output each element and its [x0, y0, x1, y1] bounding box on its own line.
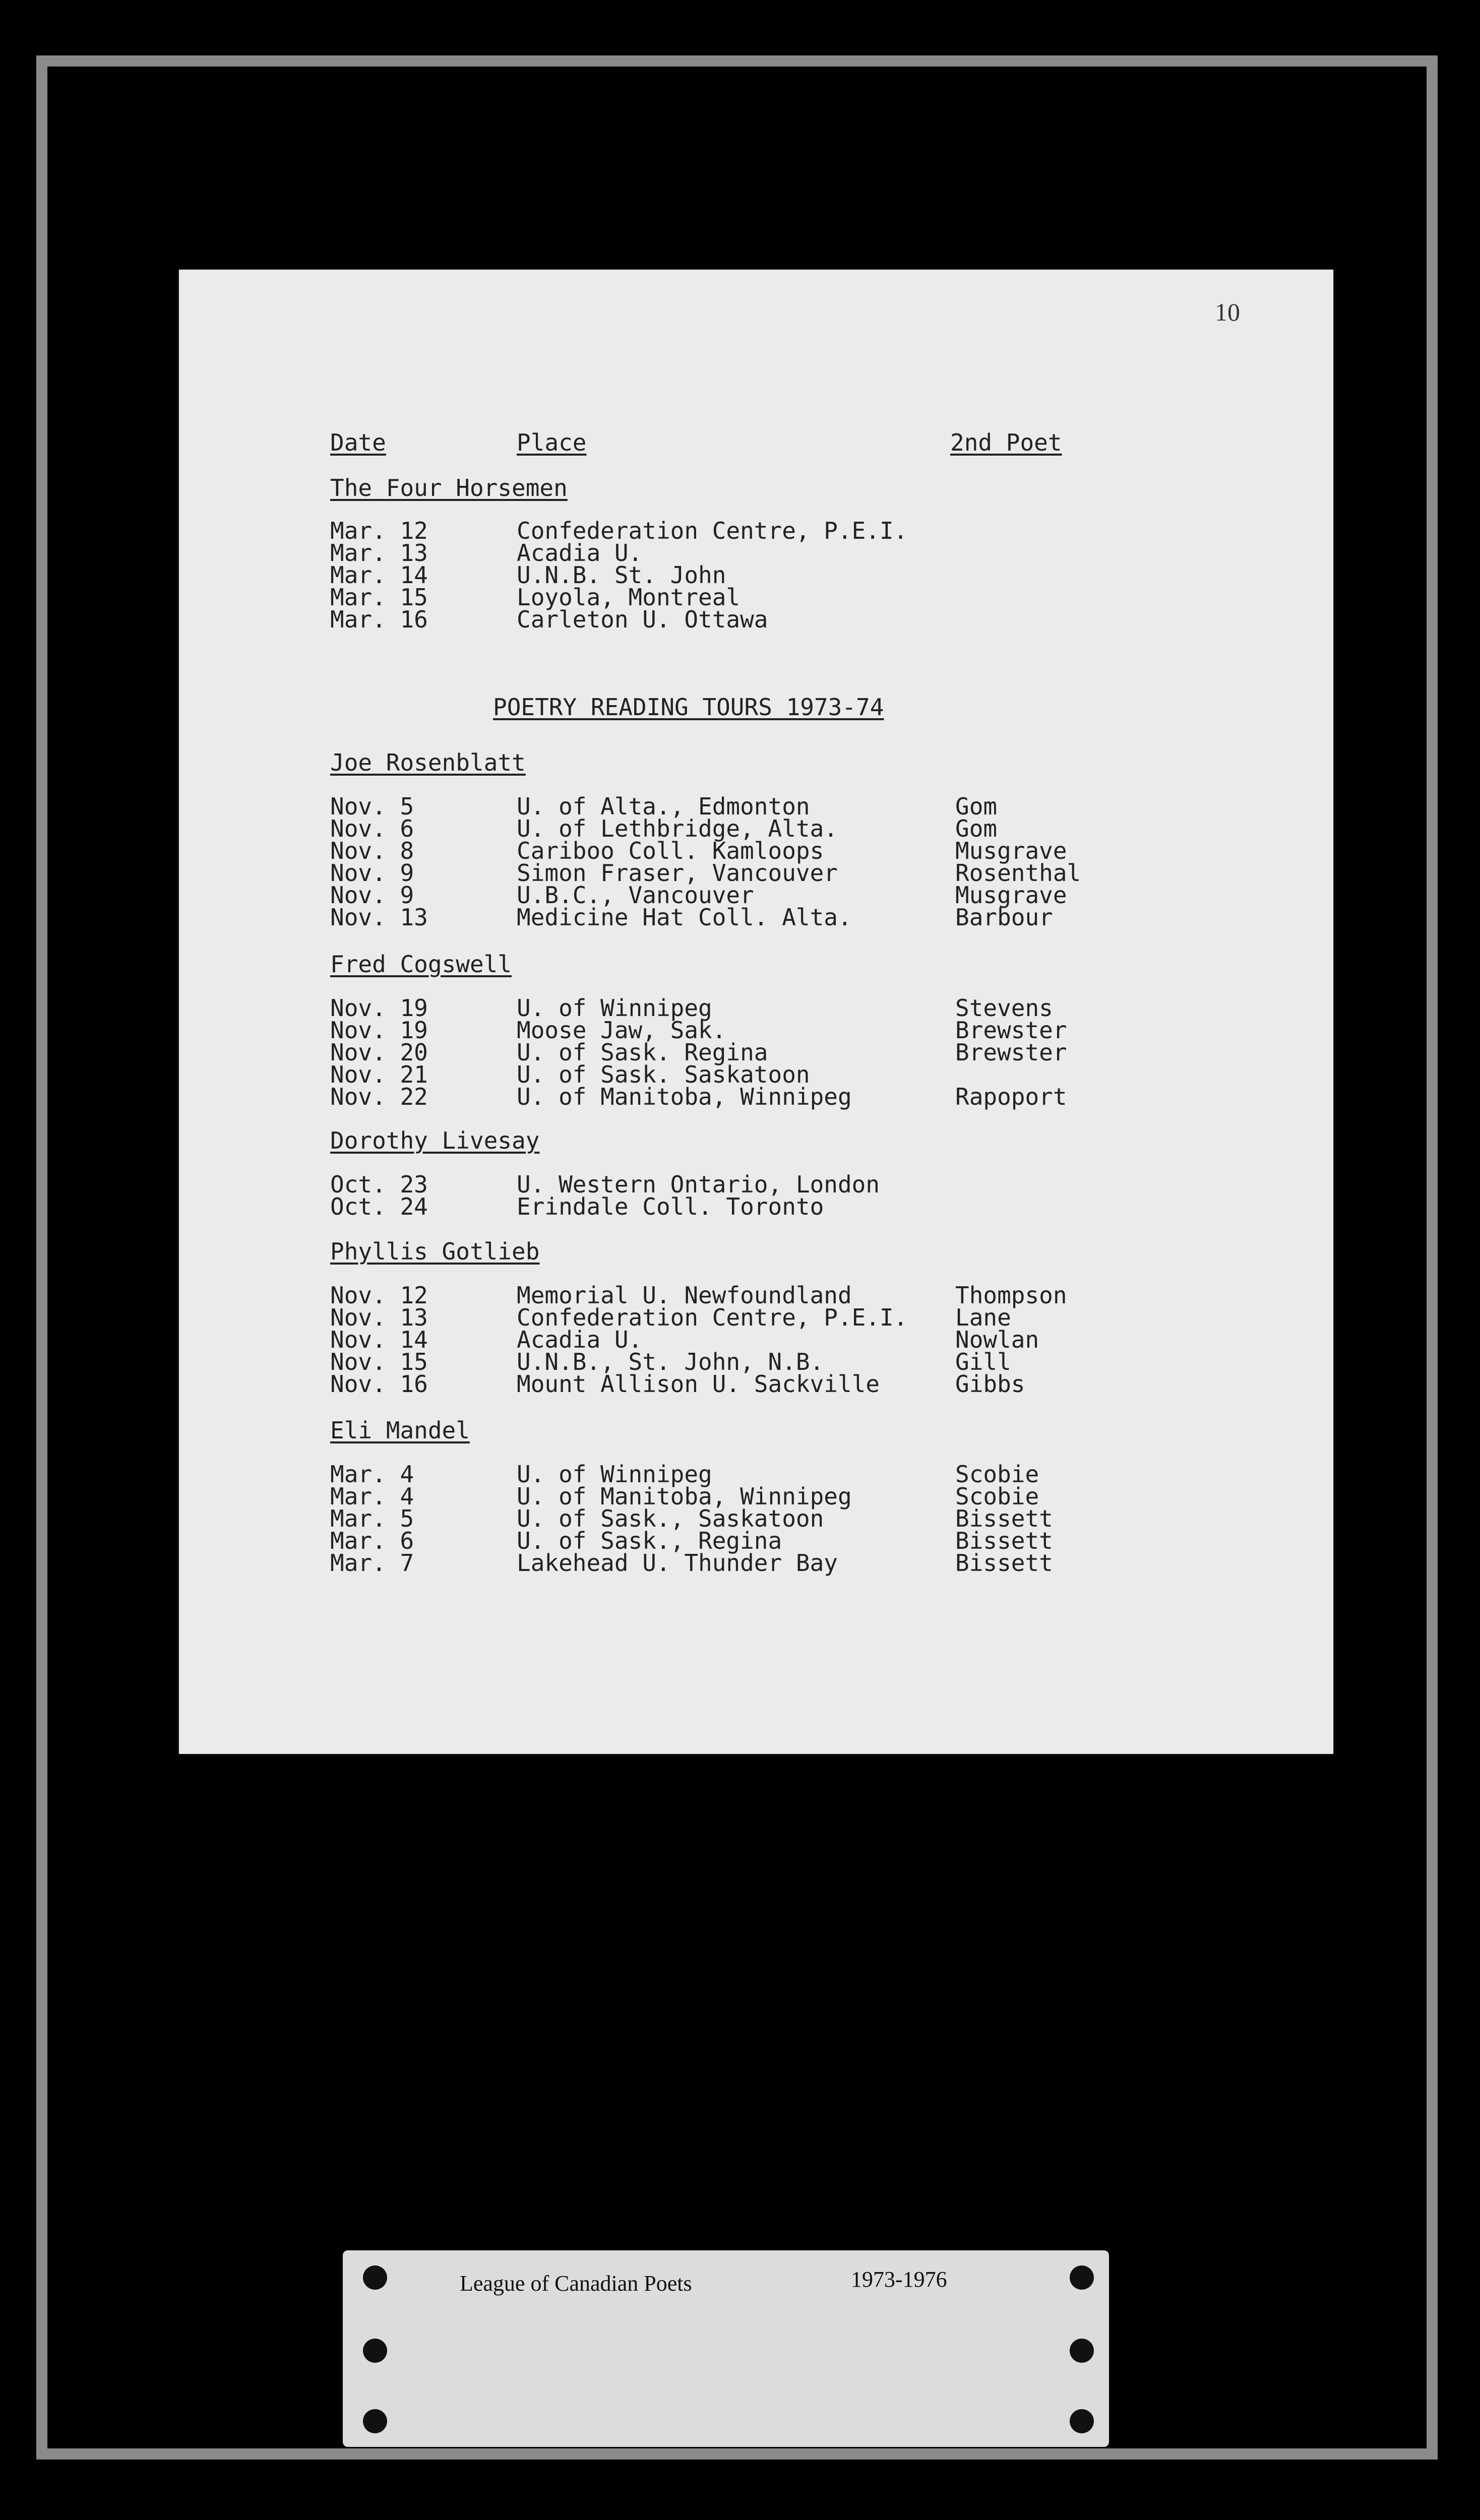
- section-title: Eli Mandel: [330, 1417, 470, 1444]
- row-place: U. of Sask., Regina: [517, 1527, 782, 1554]
- row-date: Nov. 22: [330, 1083, 428, 1110]
- row-poet: Lane: [955, 1304, 1011, 1331]
- row-poet: Thompson: [955, 1282, 1067, 1309]
- row-poet: Nowlan: [955, 1326, 1039, 1353]
- label-years: 1973-1976: [851, 2267, 947, 2292]
- row-place: U.B.C., Vancouver: [517, 881, 754, 909]
- row-date: Nov. 21: [330, 1061, 428, 1088]
- section-title: Dorothy Livesay: [330, 1127, 540, 1154]
- row-date: Nov. 8: [330, 837, 414, 864]
- row-poet: Bissett: [955, 1527, 1053, 1554]
- row-poet: Brewster: [955, 1039, 1067, 1066]
- header-date: Date: [330, 429, 386, 456]
- row-place: U. of Lethbridge, Alta.: [517, 815, 838, 842]
- row-date: Nov. 13: [330, 1304, 428, 1331]
- row-date: Mar. 4: [330, 1483, 414, 1510]
- row-date: Mar. 16: [330, 606, 428, 633]
- punch-hole-left-1: [363, 2265, 387, 2290]
- row-poet: Scobie: [955, 1461, 1039, 1488]
- section-title: Phyllis Gotlieb: [330, 1238, 540, 1265]
- tours-title: POETRY READING TOURS 1973-74: [493, 694, 884, 721]
- row-date: Nov. 9: [330, 881, 414, 909]
- row-place: U. of Sask. Saskatoon: [517, 1061, 810, 1088]
- punch-hole-left-2: [363, 2339, 387, 2363]
- punch-hole-right-2: [1070, 2339, 1094, 2363]
- header-place: Place: [517, 429, 587, 456]
- row-date: Mar. 5: [330, 1505, 414, 1532]
- row-date: Mar. 6: [330, 1527, 414, 1554]
- punch-hole-right-1: [1070, 2265, 1094, 2290]
- row-place: Memorial U. Newfoundland: [517, 1282, 852, 1309]
- row-place: Confederation Centre, P.E.I.: [517, 517, 908, 544]
- archive-label-card: [343, 2250, 1109, 2447]
- row-poet: Bissett: [955, 1549, 1053, 1577]
- row-place: U. of Winnipeg: [517, 1461, 712, 1488]
- row-poet: Stevens: [955, 994, 1053, 1022]
- row-date: Mar. 13: [330, 539, 428, 566]
- row-poet: Gom: [955, 815, 998, 842]
- section-title: Joe Rosenblatt: [330, 749, 526, 776]
- row-poet: Rosenthal: [955, 859, 1081, 887]
- row-place: Lakehead U. Thunder Bay: [517, 1549, 838, 1577]
- section-title: Fred Cogswell: [330, 951, 512, 978]
- row-place: U. of Sask., Saskatoon: [517, 1505, 824, 1532]
- label-organization: League of Canadian Poets: [460, 2271, 692, 2296]
- row-date: Nov. 20: [330, 1039, 428, 1066]
- row-date: Mar. 14: [330, 561, 428, 589]
- row-place: U. of Alta., Edmonton: [517, 793, 810, 820]
- row-poet: Brewster: [955, 1017, 1067, 1044]
- row-place: Medicine Hat Coll. Alta.: [517, 904, 852, 931]
- row-date: Mar. 4: [330, 1461, 414, 1488]
- section-title-four-horsemen: The Four Horsemen: [330, 474, 568, 501]
- row-place: Acadia U.: [517, 539, 643, 566]
- row-date: Oct. 23: [330, 1171, 428, 1198]
- row-place: Erindale Coll. Toronto: [517, 1193, 824, 1220]
- row-poet: Rapoport: [955, 1083, 1067, 1110]
- row-place: Confederation Centre, P.E.I.: [517, 1304, 908, 1331]
- row-date: Nov. 9: [330, 859, 414, 887]
- row-place: Acadia U.: [517, 1326, 643, 1353]
- row-place: U. of Winnipeg: [517, 994, 712, 1022]
- row-date: Nov. 13: [330, 904, 428, 931]
- row-date: Nov. 16: [330, 1370, 428, 1398]
- row-place: U.N.B., St. John, N.B.: [517, 1348, 824, 1375]
- punch-hole-right-3: [1070, 2409, 1094, 2433]
- row-date: Nov. 19: [330, 994, 428, 1022]
- row-place: U. of Manitoba, Winnipeg: [517, 1483, 852, 1510]
- row-place: Cariboo Coll. Kamloops: [517, 837, 824, 864]
- row-date: Nov. 15: [330, 1348, 428, 1375]
- punch-hole-left-3: [363, 2409, 387, 2433]
- row-date: Nov. 12: [330, 1282, 428, 1309]
- row-place: Simon Fraser, Vancouver: [517, 859, 838, 887]
- row-date: Nov. 19: [330, 1017, 428, 1044]
- row-date: Nov. 6: [330, 815, 414, 842]
- row-date: Mar. 7: [330, 1549, 414, 1577]
- row-date: Nov. 14: [330, 1326, 428, 1353]
- row-poet: Barbour: [955, 904, 1053, 931]
- row-poet: Bissett: [955, 1505, 1053, 1532]
- page-number: 10: [1215, 298, 1240, 326]
- row-poet: Scobie: [955, 1483, 1039, 1510]
- row-poet: Musgrave: [955, 881, 1067, 909]
- row-place: Loyola, Montreal: [517, 584, 741, 611]
- row-date: Oct. 24: [330, 1193, 428, 1220]
- row-date: Mar. 12: [330, 517, 428, 544]
- row-place: U. Western Ontario, London: [517, 1171, 880, 1198]
- row-poet: Gom: [955, 793, 998, 820]
- row-place: U.N.B. St. John: [517, 561, 726, 589]
- row-place: U. of Sask. Regina: [517, 1039, 768, 1066]
- header-2nd-poet: 2nd Poet: [950, 429, 1062, 456]
- row-poet: Gibbs: [955, 1370, 1025, 1398]
- row-place: Carleton U. Ottawa: [517, 606, 768, 633]
- row-poet: Gill: [955, 1348, 1011, 1375]
- row-place: Mount Allison U. Sackville: [517, 1370, 880, 1398]
- row-poet: Musgrave: [955, 837, 1067, 864]
- row-date: Mar. 15: [330, 584, 428, 611]
- row-place: Moose Jaw, Sak.: [517, 1017, 726, 1044]
- row-place: U. of Manitoba, Winnipeg: [517, 1083, 852, 1110]
- row-date: Nov. 5: [330, 793, 414, 820]
